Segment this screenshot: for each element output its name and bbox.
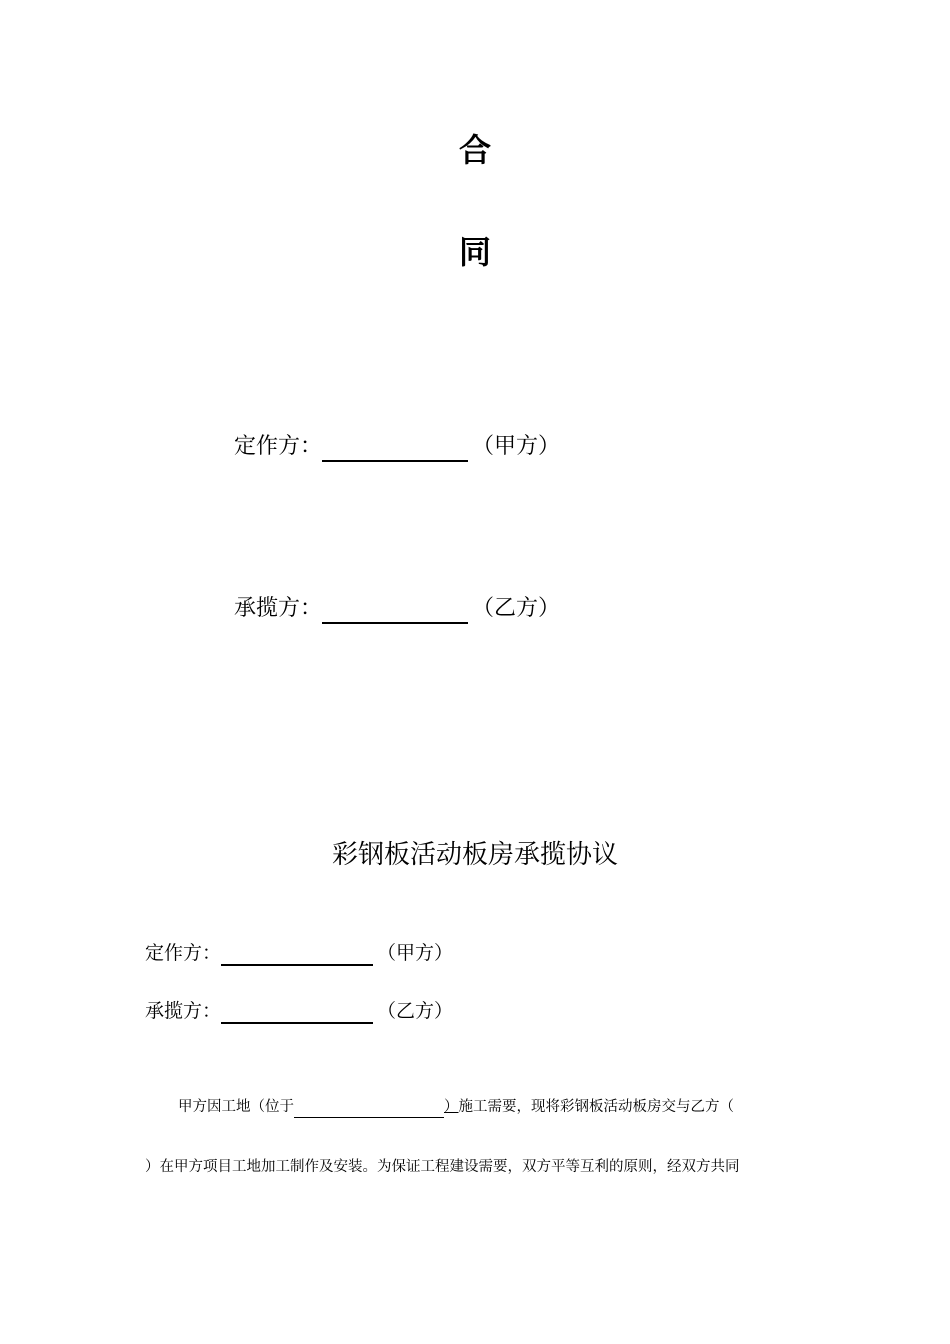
party-a-label: 定作方： [145, 942, 222, 964]
party-a-blank[interactable] [221, 946, 373, 966]
body-line1-paren: ） [444, 1099, 459, 1115]
body-paragraph-line-1 [178, 1096, 734, 1118]
body-line1-rest: 施工需要，现将彩钢板活动板房交与乙方（ [458, 1099, 734, 1115]
party-b-suffix: （乙方） [377, 1000, 454, 1022]
cover-title-line-1: 合 [458, 131, 491, 169]
cover-party-b-suffix: （乙方） [472, 596, 561, 621]
party-b-label: 承揽方： [145, 1000, 222, 1022]
site-location-blank[interactable] [294, 1101, 444, 1118]
party-b-row [145, 998, 453, 1024]
party-a-suffix: （甲方） [377, 942, 454, 964]
body-paragraph-line-2: ）在甲方项目工地加工制作及安装。为保证工程建设需要，双方平等互利的原则，经双方共同 [145, 1159, 740, 1175]
cover-party-a-blank[interactable] [322, 438, 468, 462]
agreement-title: 彩钢板活动板房承揽协议 [331, 840, 618, 870]
cover-title-line-2: 同 [458, 233, 491, 271]
party-a-row [145, 940, 453, 966]
body-line1-prefix: 甲方因工地（位于 [178, 1099, 294, 1115]
cover-party-b-blank[interactable] [322, 600, 468, 624]
cover-party-a-suffix: （甲方） [472, 434, 561, 459]
cover-party-b-row [234, 594, 560, 624]
cover-party-b-label: 承揽方： [234, 596, 323, 621]
cover-party-a-label: 定作方： [234, 434, 323, 459]
party-b-blank[interactable] [221, 1004, 373, 1024]
cover-party-a-row [234, 432, 560, 462]
